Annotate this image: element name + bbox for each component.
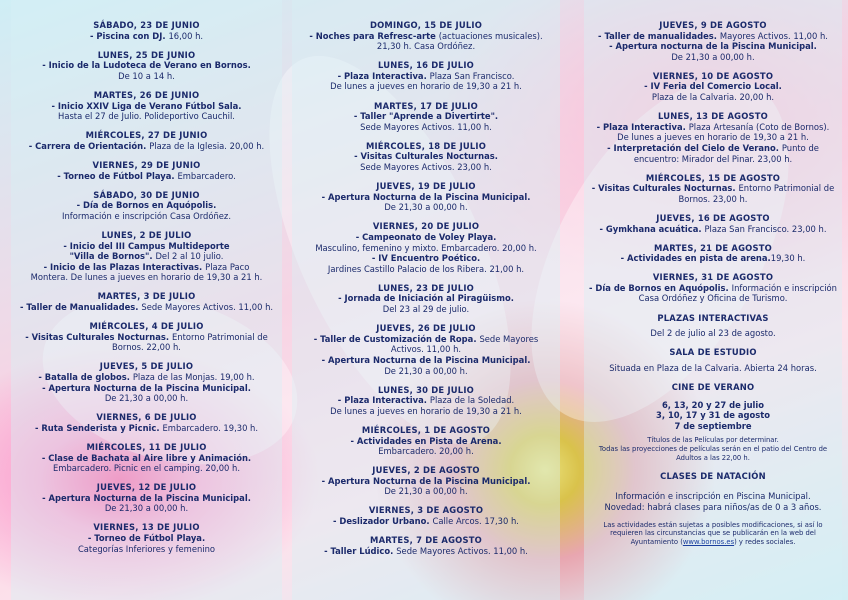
cine-date: 6, 13, 20 y 27 de julio: [661, 399, 765, 410]
event-line: [15, 342, 278, 353]
event-detail: Plaza de la Calvaria. 20,00 h.: [651, 92, 775, 103]
event-detail: Casa Ordóñez y Oficina de Turismo.: [638, 293, 788, 304]
event-date-heading: MARTES, 21 DE AGOSTO: [654, 242, 772, 253]
event-activity: - Piscina con DJ.: [89, 30, 169, 41]
event-line: [588, 31, 838, 42]
event-detail: Plaza de la Iglesia. 20,00 h.: [149, 140, 265, 151]
estudio-text: Situada en Plaza de la Calvaria. Abierta 24 horas.: [609, 362, 817, 373]
estudio-section: [588, 347, 838, 373]
event-line: [15, 533, 278, 544]
event-line: [296, 264, 556, 275]
event-detail: 16,00 h.: [168, 30, 204, 41]
event-activity: - Apertura Nocturna de la Piscina Municipal.: [321, 475, 531, 486]
event-line: [15, 302, 278, 313]
event-activity: - Gymkhana acuática.: [599, 223, 705, 234]
estudio-title: SALA DE ESTUDIO: [669, 347, 757, 358]
event-line: [588, 183, 838, 194]
event-activity: - Inicio XXIV Liga de Verano Fútbol Sala.: [51, 100, 242, 111]
event-activity: - Taller de Manualidades.: [19, 301, 142, 312]
event-date-heading: MIÉRCOLES, 4 DE JULIO: [89, 321, 204, 332]
event-lunes-25-de-junio: [15, 50, 278, 82]
event-sabado-23-de-junio: [15, 20, 278, 41]
event-detail: Bornos. 22,00 h.: [112, 342, 181, 353]
event-activity: - Apertura Nocturna de la Piscina Municipal.: [321, 191, 531, 202]
event-date-heading: LUNES, 30 DE JULIO: [378, 384, 474, 395]
event-miercoles-11-de-julio: [15, 442, 278, 474]
event-activity: - Noches para Refresc-arte: [309, 30, 439, 41]
event-line: [296, 202, 556, 213]
event-detail: Masculino, femenino y mixto. Embarcadero. 20,00 h.: [315, 242, 537, 253]
event-sabado-30-de-junio: [15, 190, 278, 222]
event-line: [296, 232, 556, 243]
event-date-heading: LUNES, 16 DE JULIO: [378, 60, 474, 71]
plazas-title: PLAZAS INTERACTIVAS: [657, 312, 769, 323]
event-line: [296, 486, 556, 497]
event-activity: - Clase de Bachata al Aire libre y Animación.: [41, 452, 252, 463]
event-line: [296, 111, 556, 122]
event-date-heading: MARTES, 17 DE JULIO: [374, 100, 478, 111]
event-detail: Plaza San Francisco.: [429, 70, 515, 81]
event-line: [588, 224, 838, 235]
column-june-july: [11, 0, 282, 600]
event-date-heading: SÁBADO, 23 DE JUNIO: [93, 20, 200, 30]
event-detail: Embarcadero. 20,00 h.: [378, 446, 474, 457]
event-detail: Bornos. 23,00 h.: [678, 193, 748, 204]
event-line: [588, 293, 838, 304]
event-detail: Embarcadero. 19,30 h.: [162, 422, 259, 433]
column-august: [584, 0, 842, 600]
event-date-heading: DOMINGO, 15 DE JULIO: [369, 20, 483, 30]
event-activity: - Campeonato de Voley Playa.: [355, 232, 497, 242]
event-detail: Sede Mayores: [479, 333, 539, 344]
event-line: [588, 92, 838, 103]
event-viernes-29-de-junio: [15, 160, 278, 181]
event-activity: - Plaza Interactiva.: [337, 70, 430, 81]
event-line: [15, 211, 278, 222]
event-detail: De lunes a jueves en horario de 19,30 a 21 h.: [617, 132, 809, 143]
event-martes-26-de-junio: [15, 90, 278, 122]
event-activity: - Carrera de Orientación.: [28, 140, 150, 151]
event-line: [296, 366, 556, 377]
event-lunes-2-de-julio: [15, 230, 278, 283]
event-activity: - Deslizador Urbano.: [333, 516, 433, 527]
event-line: [15, 141, 278, 152]
event-date-heading: JUEVES, 2 DE AGOSTO: [372, 465, 480, 476]
event-date-heading: VIERNES, 20 DE JULIO: [372, 221, 480, 232]
event-line: [15, 262, 278, 273]
cine-date: 7 de septiembre: [674, 420, 752, 431]
cine-note: Títulos de las Películas por determinar.: [647, 436, 779, 445]
event-viernes-13-de-julio: [15, 522, 278, 554]
event-line: [15, 171, 278, 182]
event-line: [588, 41, 838, 52]
event-detail: Plaza de las Monjas. 19,00 h.: [132, 371, 255, 382]
event-activity: - Apertura Nocturna de la Piscina Municipal.: [42, 382, 251, 393]
event-activity: - Visitas Culturales Nocturnas.: [354, 151, 498, 162]
event-date-heading: JUEVES, 12 DE JULIO: [96, 482, 197, 493]
event-date-heading: LUNES, 2 DE JULIO: [101, 229, 192, 240]
cine-date: 3, 10, 17 y 31 de agosto: [656, 410, 770, 421]
event-activity: - Jornada de Iniciación al Piragüismo.: [338, 293, 514, 304]
event-detail: De 10 a 14 h.: [118, 70, 175, 81]
event-date-heading: VIERNES, 29 DE JUNIO: [92, 159, 201, 170]
event-activity: - Batalla de globos.: [38, 371, 133, 382]
event-viernes-10-de-agosto: [588, 71, 838, 103]
event-martes-7-de-agosto: [296, 535, 556, 556]
event-detail: De 21,30 a 00,00 h.: [104, 393, 189, 404]
natacion-line: Novedad: habrá clases para niños/as de 0 a 3 años.: [604, 501, 822, 512]
august-events: [588, 20, 838, 304]
event-line: [15, 241, 278, 252]
event-activity: - Día de Bornos en Aquópolis.: [76, 200, 217, 211]
event-line: [15, 372, 278, 383]
cine-section: [588, 382, 838, 462]
event-detail: Plaza San Francisco. 23,00 h.: [704, 223, 827, 234]
event-line: [588, 283, 838, 294]
event-miercoles-18-de-julio: [296, 141, 556, 173]
event-date-heading: LUNES, 25 DE JUNIO: [97, 49, 196, 60]
event-activity: - Interpretación del Cielo de Verano.: [607, 142, 782, 153]
event-detail: De 21,30 a 00,00 h.: [384, 365, 468, 376]
event-line: [15, 383, 278, 394]
event-activity: - Torneo de Fútbol Playa.: [87, 533, 206, 544]
event-lunes-16-de-julio: [296, 60, 556, 92]
event-line: [15, 251, 278, 262]
event-line: [296, 293, 556, 304]
event-line: [15, 272, 278, 283]
event-line: [15, 453, 278, 464]
event-date-heading: MIÉRCOLES, 27 DE JUNIO: [85, 130, 208, 141]
event-date-heading: LUNES, 13 DE AGOSTO: [658, 111, 768, 122]
event-line: [15, 60, 278, 71]
event-line: [15, 503, 278, 514]
event-line: [296, 395, 556, 406]
event-viernes-6-de-julio: [15, 412, 278, 433]
event-line: [296, 162, 556, 173]
event-detail: Jardines Castillo Palacio de los Ribera. 21,00 h.: [327, 263, 525, 274]
event-detail: encuentro: Mirador del Pinar. 23,00 h.: [633, 153, 793, 164]
event-line: [15, 463, 278, 474]
event-activity: - IV Encuentro Poético.: [371, 253, 481, 264]
event-jueves-12-de-julio: [15, 482, 278, 514]
event-activity: - Visitas Culturales Nocturnas.: [25, 331, 172, 342]
event-line: [296, 516, 556, 527]
event-line: [15, 71, 278, 82]
event-line: [15, 544, 278, 555]
event-line: [296, 41, 556, 52]
event-detail: De 21,30 a 00,00 h.: [104, 503, 189, 514]
event-line: [588, 52, 838, 63]
event-activity: - Taller de Customización de Ropa.: [313, 333, 480, 344]
event-date-heading: MIÉRCOLES, 11 DE JULIO: [86, 441, 207, 452]
event-activity: - Taller "Aprende a Divertirte".: [353, 111, 499, 122]
column-july-august: [292, 0, 560, 600]
event-date-heading: JUEVES, 9 DE AGOSTO: [659, 20, 767, 30]
event-date-heading: MARTES, 7 DE AGOSTO: [370, 535, 482, 546]
event-detail: Plaza Paco: [205, 261, 250, 272]
footer-text: Las actividades están sujetas a posibles modificaciones, si así lo requieren las circunstancias que se publicarán en la web del Ayuntamiento (: [603, 520, 823, 547]
event-line: [15, 393, 278, 404]
event-detail: Calle Arcos. 17,30 h.: [432, 516, 519, 527]
event-line: [296, 71, 556, 82]
event-detail: Sede Mayores Activos. 11,00 h.: [360, 121, 492, 132]
event-line: [15, 31, 278, 42]
event-line: [15, 423, 278, 434]
event-date-heading: VIERNES, 10 DE AGOSTO: [652, 70, 774, 81]
event-line: [15, 101, 278, 112]
event-date-heading: MIÉRCOLES, 18 DE JULIO: [365, 140, 487, 151]
event-miercoles-27-de-junio: [15, 130, 278, 151]
event-activity: - Visitas Culturales Nocturnas.: [591, 183, 739, 194]
event-line: [588, 122, 838, 133]
event-activity: - Ruta Senderista y Picnic.: [34, 422, 163, 433]
event-detail: Activos. 11,00 h.: [390, 344, 462, 355]
event-line: [588, 154, 838, 165]
event-miercoles-15-de-agosto: [588, 173, 838, 205]
event-activity: - Apertura nocturna de la Piscina Municipal.: [609, 41, 817, 52]
event-line: [296, 253, 556, 264]
event-detail: Mayores Activos. 11,00 h.: [719, 30, 828, 41]
event-detail: 21,30 h. Casa Ordóñez.: [376, 41, 476, 52]
event-detail: Entorno Patrimonial de: [171, 331, 268, 342]
event-detail: Información e inscripción: [731, 282, 837, 293]
event-line: [296, 192, 556, 203]
event-date-heading: JUEVES, 5 DE JULIO: [99, 361, 194, 372]
event-activity: - Inicio del III Campus Multideporte: [63, 240, 230, 251]
natacion-section: [588, 471, 838, 513]
event-detail: 19,30 h.: [770, 253, 806, 264]
website-link[interactable]: www.bornos.es: [682, 538, 735, 547]
footer-disclaimer: [588, 521, 838, 547]
event-detail: De 21,30 a 00,00 h.: [384, 486, 468, 497]
event-detail: Sede Mayores Activos. 11,00 h.: [141, 301, 274, 312]
event-lunes-13-de-agosto: [588, 111, 838, 164]
event-detail: Embarcadero. Picnic en el camping. 20,00 h.: [53, 463, 240, 474]
event-line: [15, 332, 278, 343]
event-line: [296, 334, 556, 345]
event-activity: - Inicio de las Plazas Interactivas.: [43, 261, 206, 272]
event-jueves-5-de-julio: [15, 361, 278, 403]
event-date-heading: LUNES, 23 DE JULIO: [378, 282, 474, 293]
event-line: [15, 493, 278, 504]
event-line: [588, 194, 838, 205]
event-line: [296, 122, 556, 133]
event-detail: De 21,30 a 00,00 h.: [671, 51, 755, 62]
event-date-heading: VIERNES, 3 DE AGOSTO: [368, 505, 484, 516]
event-line: [296, 31, 556, 42]
event-line: [296, 151, 556, 162]
event-detail: Información e inscripción Casa Ordóñez.: [62, 210, 231, 221]
event-detail: Montera. De lunes a jueves en horario de 19,30 a 21 h.: [30, 272, 263, 283]
event-date-heading: VIERNES, 31 DE AGOSTO: [652, 272, 774, 283]
event-viernes-20-de-julio: [296, 221, 556, 274]
event-date-heading: MIÉRCOLES, 15 DE AGOSTO: [645, 172, 781, 183]
event-line: [296, 406, 556, 417]
event-activity: - Torneo de Fútbol Playa.: [57, 170, 178, 181]
event-detail: Sede Mayores Activos. 11,00 h.: [396, 545, 528, 556]
event-jueves-19-de-julio: [296, 181, 556, 213]
event-detail: Embarcadero.: [177, 170, 236, 181]
event-activity: - Inicio de la Ludoteca de Verano en Bornos.: [42, 60, 251, 71]
event-detail: Plaza Artesanía (Coto de Bornos).: [688, 121, 830, 132]
event-detail: Plaza de la Soledad.: [429, 395, 515, 406]
event-detail: Sede Mayores Activos. 23,00 h.: [360, 162, 492, 173]
plazas-text: Del 2 de julio al 23 de agosto.: [650, 328, 776, 339]
event-activity: - Plaza Interactiva.: [596, 121, 689, 132]
event-date-heading: VIERNES, 13 DE JULIO: [93, 522, 200, 533]
event-activity: "Villa de Bornos".: [69, 251, 156, 262]
footer-text: ) y redes sociales.: [734, 538, 796, 547]
event-date-heading: JUEVES, 16 DE AGOSTO: [656, 212, 770, 223]
event-miercoles-1-de-agosto: [296, 425, 556, 457]
event-line: [15, 111, 278, 122]
event-detail: Hasta el 27 de Julio. Polideportivo Cauchil.: [58, 111, 235, 122]
event-line: [15, 200, 278, 211]
event-activity: - Taller Lúdico.: [324, 545, 397, 556]
event-date-heading: JUEVES, 19 DE JULIO: [376, 181, 476, 192]
event-line: [296, 344, 556, 355]
event-activity: - Taller de manualidades.: [598, 30, 720, 41]
event-martes-17-de-julio: [296, 101, 556, 133]
natacion-title: CLASES DE NATACIÓN: [660, 470, 766, 481]
event-line: [296, 436, 556, 447]
event-activity: - Actividades en pista de arena.: [620, 253, 771, 264]
event-date-heading: SÁBADO, 30 DE JUNIO: [93, 189, 200, 200]
event-line: [296, 446, 556, 457]
event-date-heading: MARTES, 26 DE JUNIO: [93, 89, 200, 100]
event-detail: Del 2 al 10 julio.: [155, 251, 224, 262]
cine-title: CINE DE VERANO: [671, 381, 755, 392]
event-line: [296, 81, 556, 92]
event-domingo-15-de-julio: [296, 20, 556, 52]
natacion-line: Información e inscripción en Piscina Municipal.: [615, 491, 811, 502]
event-detail: (actuaciones musicales).: [438, 30, 543, 41]
event-jueves-16-de-agosto: [588, 213, 838, 234]
event-jueves-26-de-julio: [296, 323, 556, 376]
event-line: [588, 143, 838, 154]
event-martes-21-de-agosto: [588, 243, 838, 264]
event-viernes-31-de-agosto: [588, 272, 838, 304]
event-date-heading: MARTES, 3 DE JULIO: [97, 291, 196, 302]
event-date-heading: VIERNES, 6 DE JULIO: [96, 412, 197, 423]
event-line: [588, 81, 838, 92]
event-detail: Punto de: [781, 142, 819, 153]
event-line: [296, 546, 556, 557]
event-activity: - Actividades en Pista de Arena.: [350, 435, 502, 446]
event-detail: De lunes a jueves en horario de 19,30 a 21 h.: [330, 81, 522, 92]
event-line: [588, 253, 838, 264]
event-line: [296, 355, 556, 366]
event-lunes-23-de-julio: [296, 283, 556, 315]
event-viernes-3-de-agosto: [296, 505, 556, 526]
event-lunes-30-de-julio: [296, 385, 556, 417]
event-date-heading: MIÉRCOLES, 1 DE AGOSTO: [361, 424, 491, 435]
event-line: [296, 243, 556, 254]
plazas-section: [588, 313, 838, 339]
event-activity: - Plaza Interactiva.: [337, 395, 430, 406]
event-activity: - IV Feria del Comercio Local.: [644, 81, 782, 92]
event-activity: - Apertura Nocturna de la Piscina Municipal.: [42, 492, 251, 503]
event-detail: Entorno Patrimonial de: [738, 183, 835, 194]
event-activity: - Día de Bornos en Aquópolis.: [589, 282, 732, 293]
event-martes-3-de-julio: [15, 291, 278, 312]
event-detail: Del 23 al 29 de julio.: [382, 304, 470, 315]
cine-note: Todas las proyecciones de películas serán en el patio del Centro de Adultos a las 22,00 h.: [598, 444, 828, 462]
event-date-heading: JUEVES, 26 DE JULIO: [376, 323, 476, 334]
event-activity: - Apertura Nocturna de la Piscina Municipal.: [321, 354, 531, 365]
event-line: [588, 132, 838, 143]
event-detail: De lunes a jueves en horario de 19,30 a 21 h.: [330, 405, 522, 416]
event-jueves-9-de-agosto: [588, 20, 838, 62]
event-detail: De 21,30 a 00,00 h.: [384, 202, 468, 213]
event-detail: Categorías Inferiores y femenino: [77, 543, 216, 554]
event-line: [296, 476, 556, 487]
event-jueves-2-de-agosto: [296, 465, 556, 497]
event-miercoles-4-de-julio: [15, 321, 278, 353]
event-line: [296, 304, 556, 315]
